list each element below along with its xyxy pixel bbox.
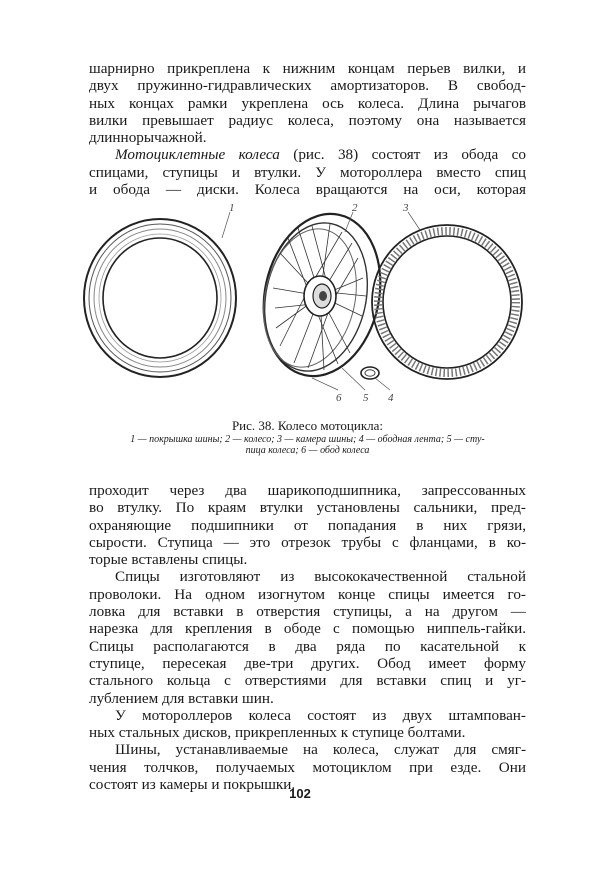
text-line: ступице, пересекая две-три других. Обод имеет форму [89, 654, 526, 672]
text-line: ловка для вставки в отверстия ступицы, а на другом — [89, 603, 526, 621]
text-line: спицами, ступицы и втулки. У мотороллера вместо спиц [89, 163, 526, 181]
paragraph-spokes [89, 568, 526, 706]
figure-label-5: 5 [363, 392, 369, 404]
figure-label-3: 3 [403, 202, 409, 214]
paragraph-scooter-wheels [89, 707, 526, 742]
figure-label-4: 4 [388, 392, 394, 404]
text-fragment: (рис. 38) состоят из обода со [279, 146, 526, 164]
figure-caption-legend [89, 434, 526, 456]
text-line: ных концах рамки укреплена ось колеса. Длина рычагов [89, 94, 526, 112]
page-number: 102 [289, 786, 311, 801]
tire-drawing [84, 219, 236, 377]
text-line: и обода — диски. Колеса вращаются на оси, которая [89, 181, 526, 199]
rim-tape-drawing [361, 367, 379, 379]
text-line: У мотороллеров колеса состоят из двух штампован- [115, 706, 526, 724]
top-text-block [89, 60, 526, 198]
figure-label-6: 6 [336, 392, 342, 404]
figure-caption-title: Рис. 38. Колесо мотоцикла: [231, 418, 384, 433]
wheel-figure [80, 198, 530, 413]
text-line: вилки превышает радиус колеса, поэтому она называется [89, 111, 526, 129]
text-line: ных стальных дисков, прикрепленных к ступице болтами. [89, 724, 466, 742]
inner-tube-drawing [372, 225, 522, 379]
text-line: нарезка для крепления в ободе с помощью ниппель-гайки. [89, 620, 526, 638]
text-line: состоят из камеры и покрышки. [89, 776, 296, 794]
caption-legend-line: пица колеса; 6 — обод колеса [245, 445, 370, 456]
paragraph-bearings [89, 482, 526, 568]
text-line: проходит через два шарикоподшипника, запрессованных [89, 482, 526, 499]
bottom-text-block [89, 482, 526, 793]
text-line: Спицы располагаются в два ряда по касательной к [89, 637, 526, 655]
text-line: двух пружинно-гидравлических амортизаторов. В свобод- [89, 77, 526, 95]
text-line: стального кольца с отверстиями для вставки спиц и уг- [89, 672, 526, 690]
text-line: охраняющие подшипники от попадания в них грязи, [89, 516, 526, 534]
text-line [89, 146, 526, 163]
text-line: шарнирно прикреплена к нижним концам перьев вилки, и [89, 60, 526, 77]
figure-label-1: 1 [229, 202, 235, 214]
paragraph-fork-description [89, 60, 526, 146]
text-line: проволоки. На одном изогнутом конце спицы имеется го- [89, 585, 526, 603]
text-line: длиннорычажной. [89, 129, 207, 147]
caption-legend-line: 1 — покрышка шины; 2 — колесо; 3 — камера шины; 4 — ободная лента; 5 — сту- [130, 434, 485, 445]
text-line: сырости. Ступица — это отрезок трубы с фланцами, в ко- [89, 533, 526, 551]
text-line: Спицы изготовляют из высококачественной стальной [115, 568, 526, 586]
text-line: чения толчков, получаемых мотоциклом при езде. Они [89, 758, 526, 776]
term-motorcycle-wheels: Мотоциклетные колеса [115, 146, 280, 164]
text-line: во втулку. По краям втулки установлены сальники, пред- [89, 499, 526, 517]
text-line: Шины, устанавливаемые на колеса, служат для смяг- [115, 741, 526, 759]
paragraph-motorcycle-wheels [89, 146, 526, 198]
figure-label-2: 2 [352, 202, 358, 214]
text-line: торые вставлены спицы. [89, 551, 248, 569]
text-line: лублением для вставки шин. [89, 689, 274, 707]
